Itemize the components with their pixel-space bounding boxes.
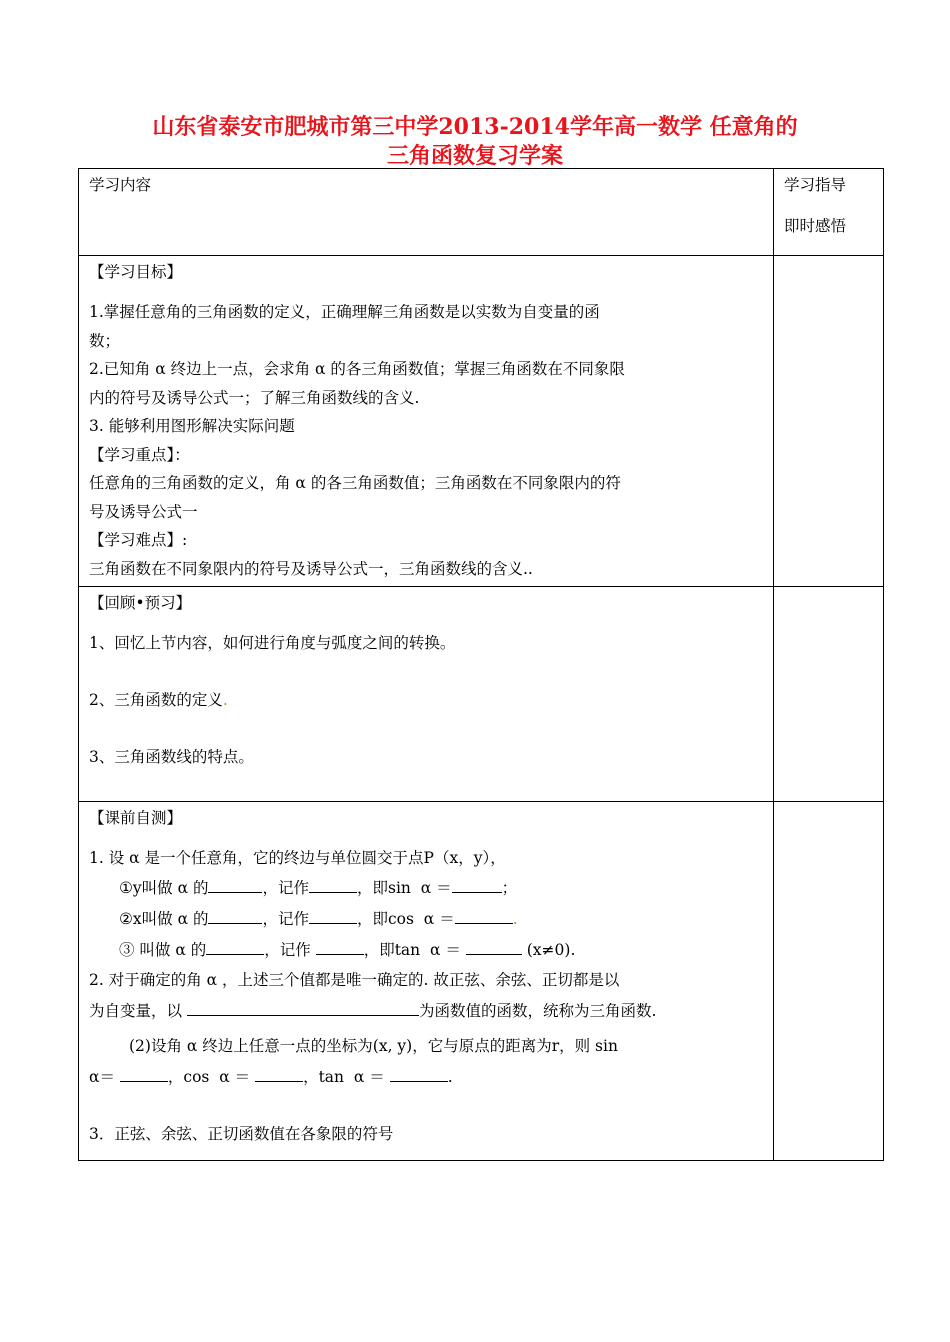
pretest-question-2b: (2)设角 α 终边上任意一点的坐标为(x, y)，它与原点的距离为r，则 sin xyxy=(129,1037,618,1055)
pretest-line-tan: ③ 叫做 α 的 ，记作 ，即tan α ＝ (x≠0). xyxy=(119,941,576,959)
answer-blank[interactable] xyxy=(208,908,262,924)
goal-line: 3. 能够利用图形解决实际问题 xyxy=(89,417,295,435)
document-title-line1: 山东省泰安市肥城市第三中学2013-2014学年高一数学 任意角的 xyxy=(152,114,798,140)
pretest-line-sin: ①y叫做 α 的 ，记作 ，即sin α ＝ ； xyxy=(119,879,518,897)
pretest-question-2-cont: 为自变量，以 为函数值的函数，统称为三角函数. xyxy=(89,1002,657,1020)
pretest-section xyxy=(79,802,773,1160)
review-question: 2、三角函数的定义. xyxy=(89,691,228,709)
pretest-question-1: 1. 设 α 是一个任意角，它的终边与单位圆交于点P（x，y）， xyxy=(89,849,506,867)
review-question: 1、回忆上节内容，如何进行角度与弧度之间的转换。 xyxy=(89,634,456,652)
answer-blank[interactable] xyxy=(316,939,364,955)
difficulties-heading: 【学习难点】: xyxy=(89,531,188,549)
answer-blank[interactable] xyxy=(455,908,513,924)
pretest-heading: 【课前自测】 xyxy=(89,809,183,827)
review-heading: 【回顾•预习】 xyxy=(89,594,192,612)
answer-blank[interactable] xyxy=(309,908,357,924)
answer-blank[interactable] xyxy=(390,1066,448,1082)
header-study-content: 学习内容 xyxy=(89,176,152,194)
key-points-line: 号及诱导公式一 xyxy=(89,503,198,521)
key-points-heading: 【学习重点】： xyxy=(89,446,190,464)
pretest-question-2: 2. 对于确定的角 α ，上述三个值都是唯一确定的. 故正弦、余弦、正切都是以 xyxy=(89,971,620,989)
answer-blank[interactable] xyxy=(466,939,522,955)
header-study-guide: 学习指导 xyxy=(784,176,847,194)
review-question: 3、三角函数线的特点。 xyxy=(89,748,254,766)
goal-line: 内的符号及诱导公式一；了解三角函数线的含义. xyxy=(89,389,420,407)
goal-line: 2.已知角 α 终边上一点，会求角 α 的各三角函数值；掌握三角函数在不同象限 xyxy=(89,360,625,378)
answer-blank[interactable] xyxy=(309,877,357,893)
pretest-question-2b-cont: α＝ ，cos α ＝ ，tan α ＝ . xyxy=(89,1068,453,1086)
answer-blank[interactable] xyxy=(187,1000,419,1016)
answer-blank[interactable] xyxy=(120,1066,168,1082)
pretest-line-cos: ②x叫做 α 的 ，记作 ，即cos α ＝ . xyxy=(119,910,518,928)
goal-line: 1.掌握任意角的三角函数的定义，正确理解三角函数是以实数为自变量的函 xyxy=(89,303,600,321)
key-points-line: 任意角的三角函数的定义，角 α 的各三角函数值；三角函数在不同象限内的符 xyxy=(89,474,621,492)
goals-heading: 【学习目标】 xyxy=(89,263,183,281)
goal-line: 数； xyxy=(89,332,121,350)
answer-blank[interactable] xyxy=(452,877,502,893)
study-plan-table xyxy=(78,168,884,1161)
answer-blank[interactable] xyxy=(206,939,264,955)
pretest-question-3: 3．正弦、余弦、正切函数值在各象限的符号 xyxy=(89,1125,394,1143)
answer-blank[interactable] xyxy=(255,1066,303,1082)
answer-blank[interactable] xyxy=(208,877,262,893)
document-title-line2: 三角函数复习学案 xyxy=(386,143,563,169)
header-instant-insight: 即时感悟 xyxy=(784,217,847,235)
review-section xyxy=(79,587,773,801)
difficulties-line: 三角函数在不同象限内的符号及诱导公式一，三角函数线的含义.. xyxy=(89,560,533,578)
goals-section xyxy=(79,256,773,586)
